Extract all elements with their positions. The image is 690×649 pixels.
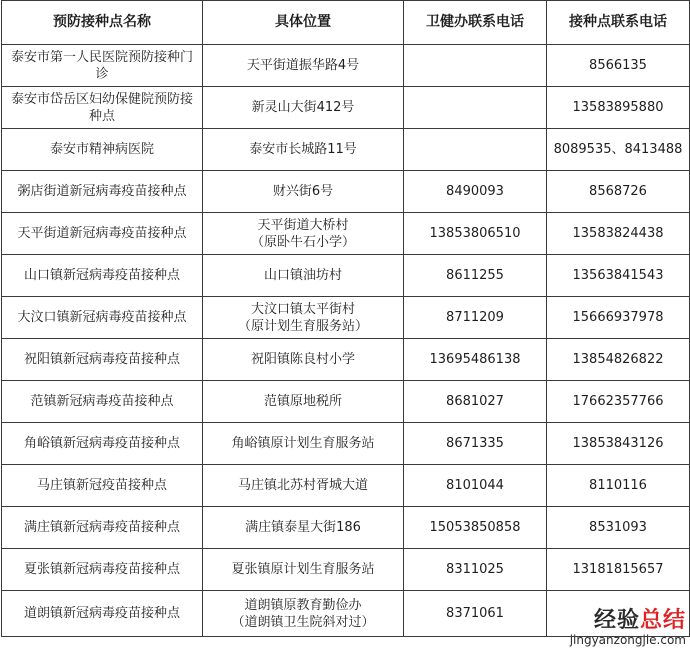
office-phone-cell: [404, 87, 547, 129]
header-location: 具体位置: [203, 1, 404, 45]
office-phone-cell: 8671335: [404, 423, 547, 465]
table-row: [2, 45, 690, 87]
location-cell: [203, 171, 404, 213]
table-row: [2, 507, 690, 549]
site-name-cell: 马庄镇新冠疫苗接种点: [2, 465, 203, 507]
watermark-url: jingyanzongjie.com: [569, 633, 686, 647]
office-phone-cell: 8101044: [404, 465, 547, 507]
location-line: 祝阳镇陈良村小学: [250, 352, 355, 367]
location-cell: [203, 591, 404, 637]
office-phone-cell: 8371061: [404, 591, 547, 637]
office-phone-cell: 8490093: [404, 171, 547, 213]
location-line: 范镇原地税所: [263, 394, 342, 409]
watermark: [570, 609, 686, 647]
location-cell: [203, 381, 404, 423]
office-phone-cell: 13853806510: [404, 213, 547, 255]
site-name-cell: 范镇新冠病毒疫苗接种点: [2, 381, 203, 423]
site-phone-cell: 13583824438: [547, 213, 690, 255]
location-line: 泰安市长城路11号: [249, 142, 357, 157]
office-phone-cell: 13695486138: [404, 339, 547, 381]
site-phone-cell: 17662357766: [547, 381, 690, 423]
site-name-cell: 祝阳镇新冠病毒疫苗接种点: [2, 339, 203, 381]
location-line: 满庄镇泰星大街186: [245, 520, 361, 535]
table-row: [2, 129, 690, 171]
location-cell: [203, 297, 404, 339]
site-name-cell: 泰安市岱岳区妇幼保健院预防接种点: [2, 87, 203, 129]
vaccination-sites-table: [1, 0, 690, 637]
location-line: （原计划生育服务站）: [237, 318, 368, 334]
site-name-cell: 粥店街道新冠病毒疫苗接种点: [2, 171, 203, 213]
site-name-cell: 道朗镇新冠病毒疫苗接种点: [2, 591, 203, 637]
location-line: 天平街道振华路4号: [246, 58, 360, 73]
table-row: [2, 381, 690, 423]
location-cell: [203, 507, 404, 549]
location-cell: [203, 549, 404, 591]
site-phone-cell: 13181815657: [547, 549, 690, 591]
location-line: 道朗镇原教育勤俭办: [244, 597, 362, 613]
table-row: [2, 339, 690, 381]
site-phone-cell: 13853843126: [547, 423, 690, 465]
office-phone-cell: 8611255: [404, 255, 547, 297]
site-phone-cell: 8089535、8413488: [547, 129, 690, 171]
table-row: [2, 297, 690, 339]
location-cell: [203, 255, 404, 297]
location-cell: [203, 213, 404, 255]
table-row: [2, 87, 690, 129]
location-line: 天平街道大桥村: [257, 217, 349, 233]
table-row: [2, 171, 690, 213]
office-phone-cell: 8681027: [404, 381, 547, 423]
location-cell: [203, 465, 404, 507]
site-name-cell: 大汶口镇新冠病毒疫苗接种点: [2, 297, 203, 339]
table-row: [2, 213, 690, 255]
watermark-logo: 经验总结: [593, 608, 686, 633]
office-phone-cell: 8311025: [404, 549, 547, 591]
location-line: （原卧牛石小学）: [250, 234, 355, 250]
site-phone-cell: 13854826822: [547, 339, 690, 381]
location-line: 大汶口镇太平街村: [250, 301, 355, 317]
office-phone-cell: [404, 45, 547, 87]
location-line: 马庄镇北苏村胥城大道: [237, 478, 368, 493]
location-cell: [203, 129, 404, 171]
location-cell: [203, 423, 404, 465]
office-phone-cell: [404, 129, 547, 171]
site-phone-cell: 15666937978: [547, 297, 690, 339]
location-line: 新灵山大街412号: [251, 100, 355, 115]
table-row: [2, 465, 690, 507]
location-line: 山口镇油坊村: [263, 268, 342, 283]
site-name-cell: 泰安市精神病医院: [2, 129, 203, 171]
site-phone-cell: 8110116: [547, 465, 690, 507]
location-line: 夏张镇原计划生育服务站: [231, 562, 375, 577]
location-cell: [203, 87, 404, 129]
table-row: [2, 423, 690, 465]
site-name-cell: 角峪镇新冠病毒疫苗接种点: [2, 423, 203, 465]
site-name-cell: 满庄镇新冠病毒疫苗接种点: [2, 507, 203, 549]
site-phone-cell: 8531093: [547, 507, 690, 549]
header-site-name: 预防接种点名称: [2, 1, 203, 45]
site-name-cell: 山口镇新冠病毒疫苗接种点: [2, 255, 203, 297]
site-phone-cell: 8568726: [547, 171, 690, 213]
table-row: [2, 255, 690, 297]
header-office-phone: 卫健办联系电话: [404, 1, 547, 45]
site-name-cell: 天平街道新冠病毒疫苗接种点: [2, 213, 203, 255]
location-line: 财兴街6号: [272, 184, 334, 199]
table-row: [2, 549, 690, 591]
location-cell: [203, 339, 404, 381]
location-line: 角峪镇原计划生育服务站: [231, 436, 375, 451]
table-body: [2, 45, 690, 637]
office-phone-cell: 8711209: [404, 297, 547, 339]
header-site-phone: 接种点联系电话: [547, 1, 690, 45]
site-name-cell: 泰安市第一人民医院预防接种门诊: [2, 45, 203, 87]
header-row: [2, 1, 690, 45]
site-phone-cell: 8566135: [547, 45, 690, 87]
location-line: （道朗镇卫生院斜对过）: [231, 614, 375, 630]
location-cell: [203, 45, 404, 87]
office-phone-cell: 15053850858: [404, 507, 547, 549]
site-phone-cell: 13563841543: [547, 255, 690, 297]
site-name-cell: 夏张镇新冠病毒疫苗接种点: [2, 549, 203, 591]
site-phone-cell: 13583895880: [547, 87, 690, 129]
